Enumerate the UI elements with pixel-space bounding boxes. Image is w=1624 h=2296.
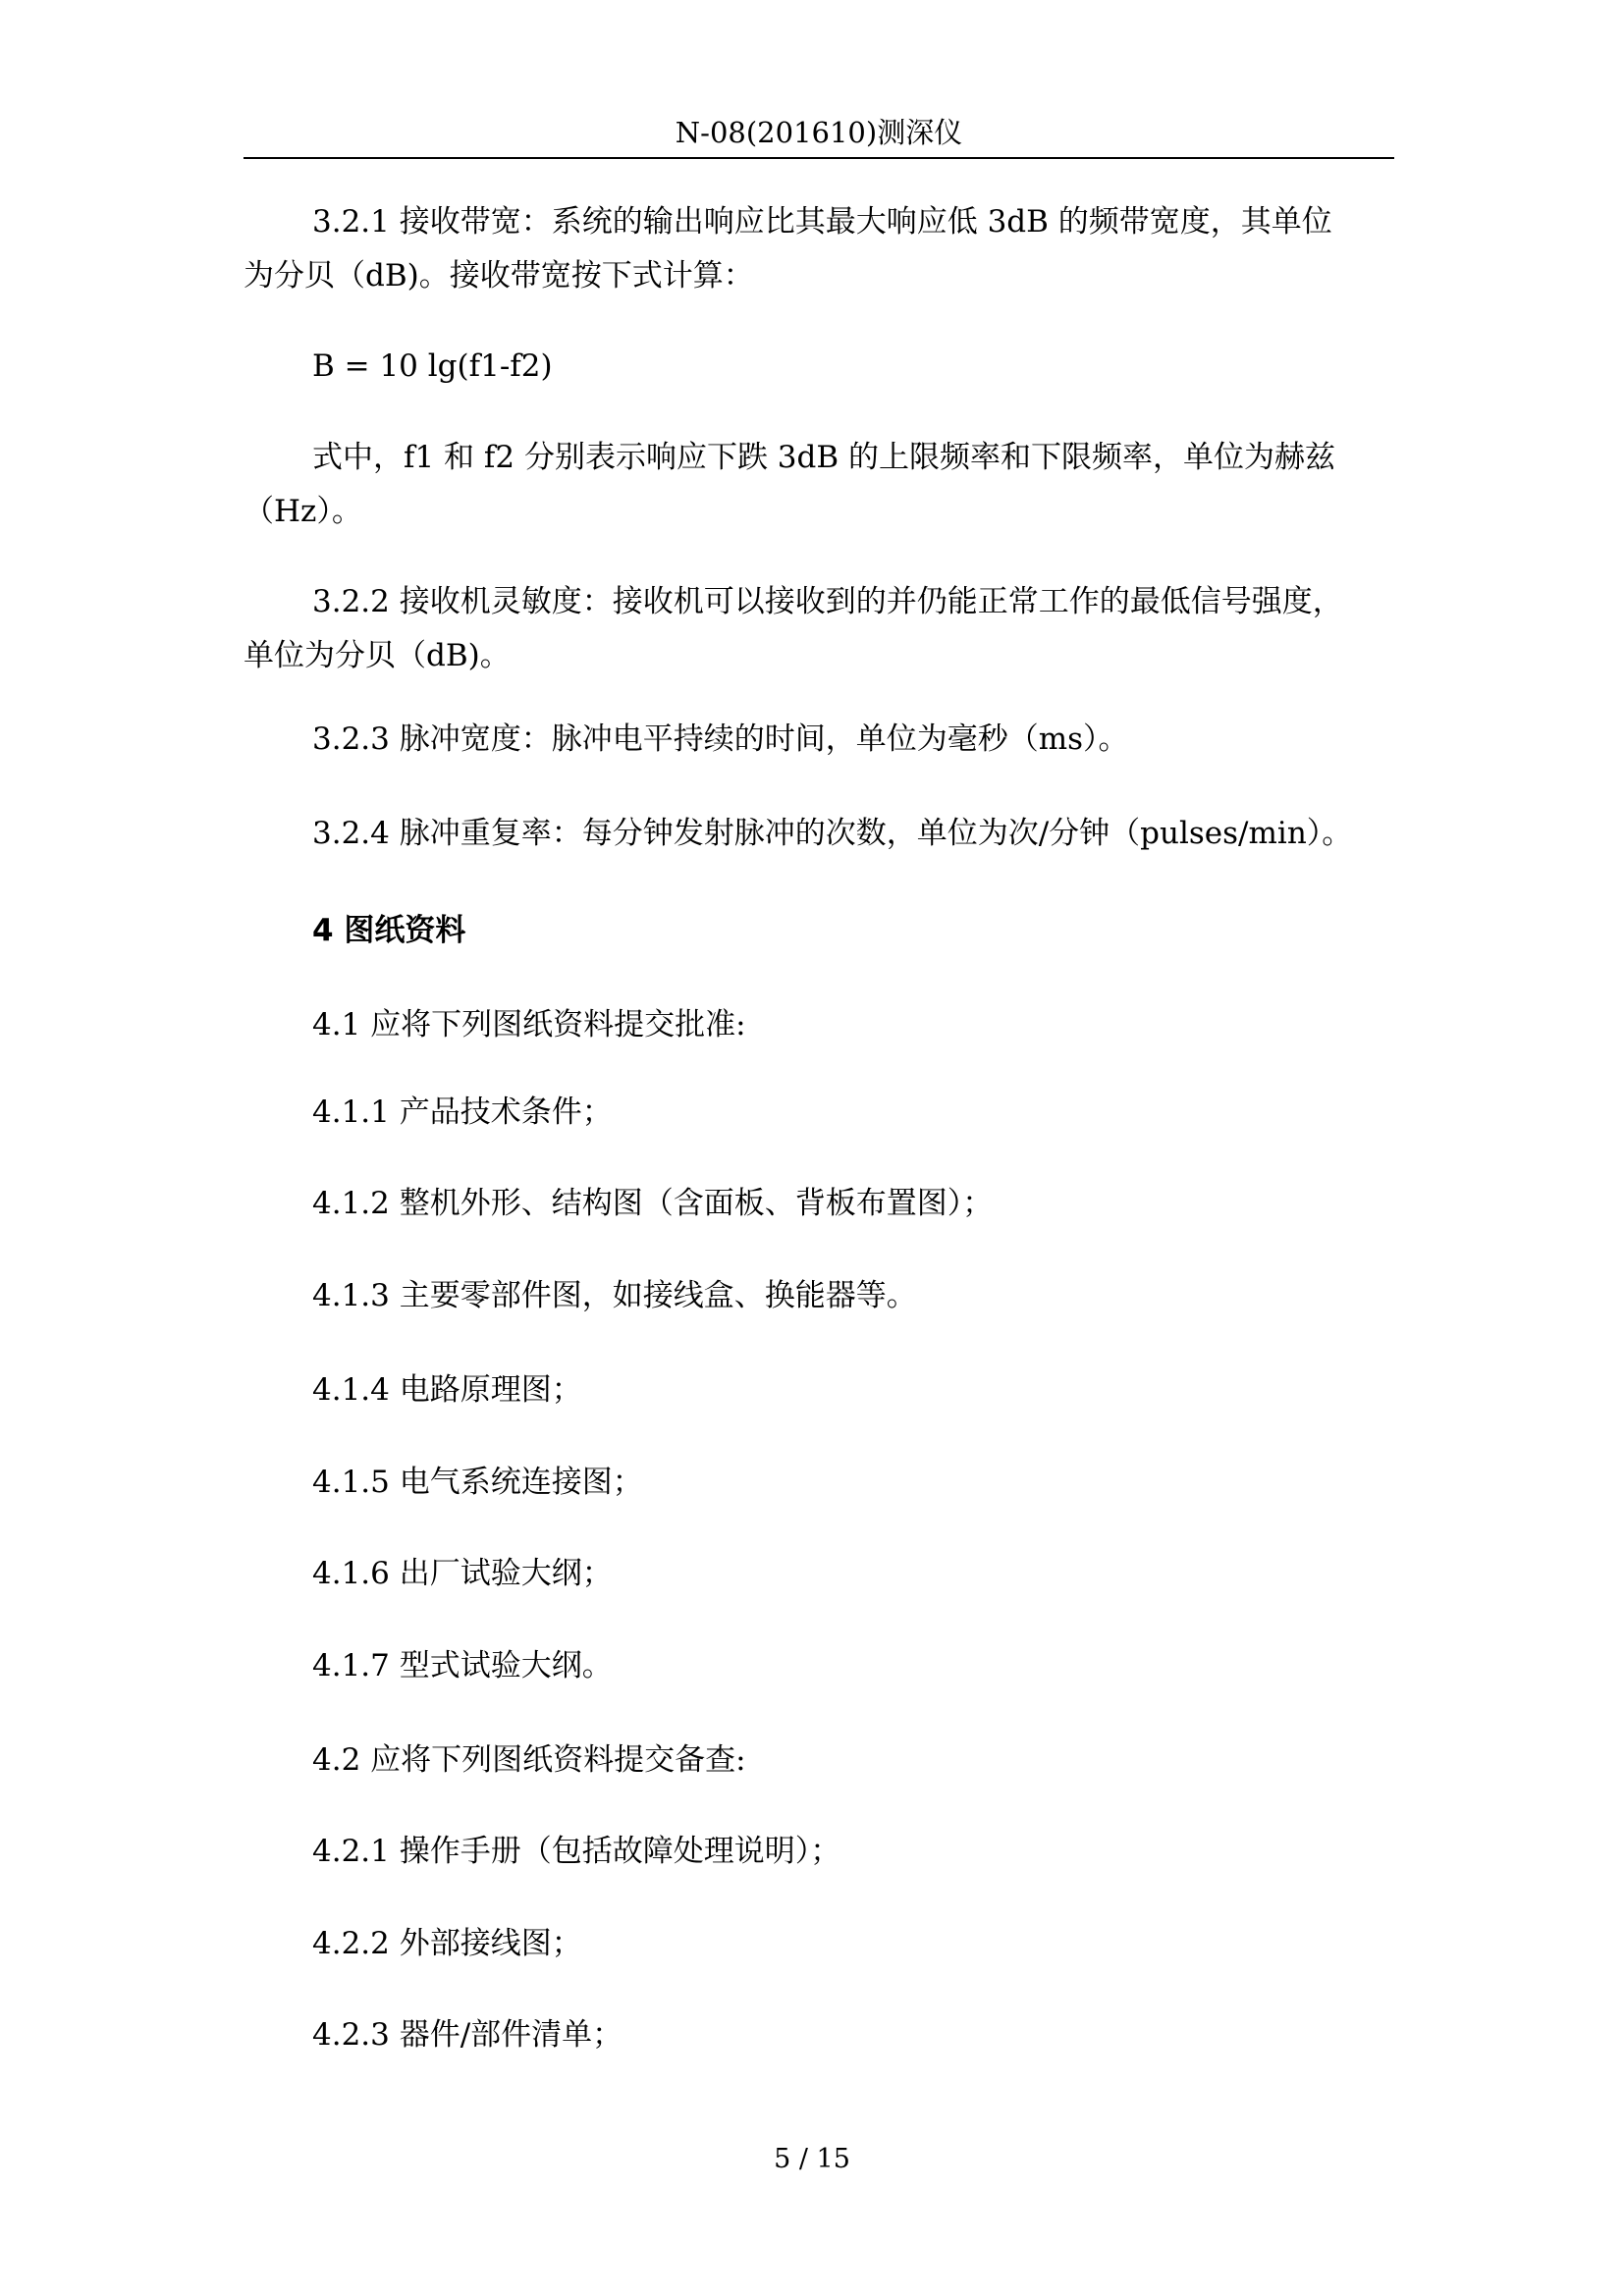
formula-bandwidth: B = 10 lg(f1-f2) <box>312 348 553 384</box>
paragraph-3-2-2-line1: 3.2.2 接收机灵敏度：接收机可以接收到的并仍能正常工作的最低信号强度， <box>312 584 1343 619</box>
paragraph-3-2-2-line2: 单位为分贝（dB)。 <box>244 638 511 673</box>
paragraph-where-line2: （Hz）。 <box>244 494 362 529</box>
paragraph-3-2-4: 3.2.4 脉冲重复率：每分钟发射脉冲的次数，单位为次/分钟（pulses/min）。 <box>312 816 1353 851</box>
list-item-4-1-3: 4.1.3 主要零部件图，如接线盒、换能器等。 <box>312 1278 917 1313</box>
paragraph-4-1: 4.1 应将下列图纸资料提交批准: <box>312 1007 746 1042</box>
paragraph-3-2-1-line1: 3.2.1 接收带宽：系统的输出响应比其最大响应低 3dB 的频带宽度，其单位 <box>312 204 1332 240</box>
section-heading-4: 4 图纸资料 <box>312 913 466 948</box>
paragraph-3-2-3: 3.2.3 脉冲宽度：脉冲电平持续的时间，单位为毫秒（ms）。 <box>312 721 1129 757</box>
list-item-4-2-1: 4.2.1 操作手册（包括故障处理说明）； <box>312 1834 841 1869</box>
paragraph-where-line1: 式中，f1 和 f2 分别表示响应下跌 3dB 的上限频率和下限频率，单位为赫兹 <box>312 440 1336 475</box>
list-item-4-1-7: 4.1.7 型式试验大纲。 <box>312 1648 613 1683</box>
list-item-4-2-2: 4.2.2 外部接线图； <box>312 1926 582 1961</box>
paragraph-4-2: 4.2 应将下列图纸资料提交备查: <box>312 1742 746 1778</box>
list-item-4-1-4: 4.1.4 电路原理图； <box>312 1372 582 1408</box>
list-item-4-1-6: 4.1.6 出厂试验大纲； <box>312 1556 613 1591</box>
list-item-4-1-2: 4.1.2 整机外形、结构图（含面板、背板布置图）； <box>312 1186 994 1221</box>
paragraph-3-2-1-line2: 为分贝（dB)。接收带宽按下式计算： <box>244 258 754 294</box>
list-item-4-1-5: 4.1.5 电气系统连接图； <box>312 1465 643 1500</box>
list-item-4-1-1: 4.1.1 产品技术条件； <box>312 1095 613 1130</box>
page-header-title: N-08(201610)测深仪 <box>675 116 963 149</box>
page-number: 5 / 15 <box>774 2144 850 2174</box>
list-item-4-2-3: 4.2.3 器件/部件清单； <box>312 2017 623 2053</box>
header-divider <box>244 157 1394 159</box>
